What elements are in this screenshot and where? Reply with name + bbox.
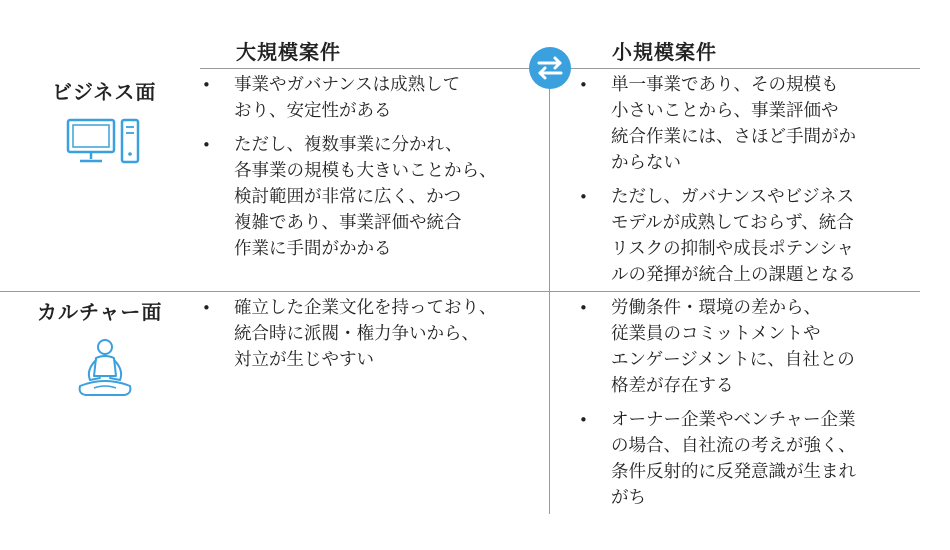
cell-large-business (200, 72, 545, 270)
cell-large-culture (200, 295, 545, 381)
row-label-culture: カルチャー面 (37, 300, 163, 324)
column-header-large: 大規模案件 (236, 40, 341, 64)
bullet-item: • ただし、ガバナンスやビジネス モデルが成熟しておらず、統合 リスクの抑制や成長ポテンシャ ルの発揮が統合上の課題となる (577, 184, 922, 288)
cell-small-culture (577, 295, 922, 519)
bullet-item: • 事業やガバナンスは成熟して おり、安定性がある (200, 72, 545, 124)
bullet-item: • オーナー企業やベンチャー企業 の場合、自社流の考えが強く、 条件反射的に反発意識が生まれ がち (577, 407, 922, 511)
bullet-item: • 労働条件・環境の差から、 従業員のコミットメントや エンゲージメントに、自社との 格差が存在する (577, 295, 922, 399)
meditation-icon (76, 338, 134, 400)
column-header-small: 小規模案件 (612, 40, 717, 64)
bullet-item: • 単一事業であり、その規模も 小さいことから、事業評価や 統合作業には、さほど手間がか からない (577, 72, 922, 176)
cell-small-business (577, 72, 922, 296)
row-label-business: ビジネス面 (52, 80, 157, 104)
bullet-item: • 確立した企業文化を持っており、 統合時に派閥・権力争いから、 対立が生じやすい (200, 295, 545, 373)
desktop-computer-icon (66, 118, 146, 166)
column-divider (549, 68, 550, 514)
bullet-item: • ただし、複数事業に分かれ、 各事業の規模も大きいことから、 検討範囲が非常に広く、かつ 複雑であり、事業評価や統合 作業に手間がかかる (200, 132, 545, 262)
